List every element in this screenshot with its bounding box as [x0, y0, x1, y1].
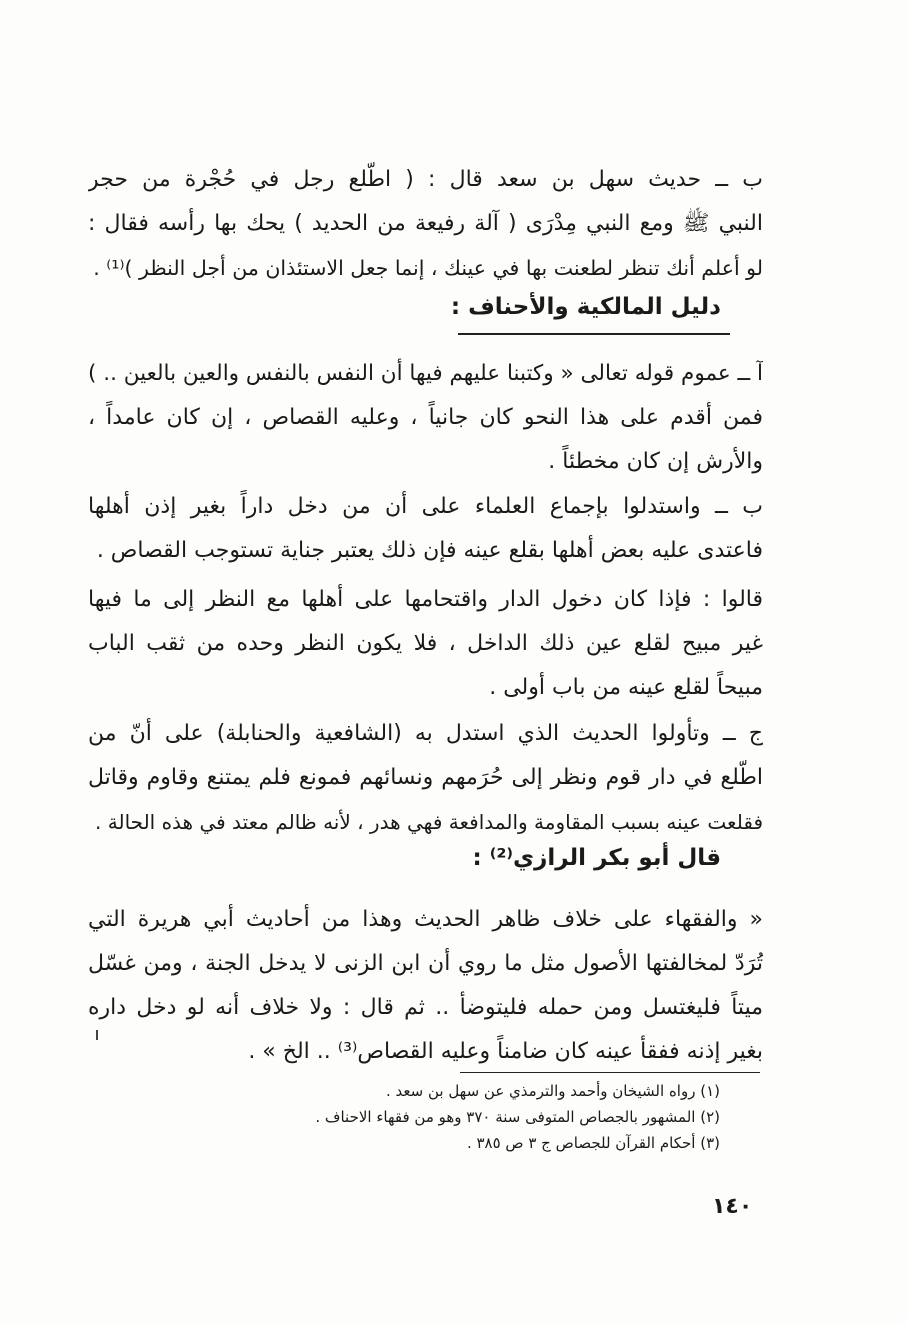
- footnotes: [230, 1078, 720, 1156]
- text-line: تُرَدّ لمخالفتها الأصول مثل ما روي أن ابن الزنى لا يدخل الجنة ، ومن غسّل: [88, 951, 763, 976]
- text-line: آ ــ عموم قوله تعالى « وكتبنا عليهم فيها أن النفس بالنفس والعين بالعين .. ): [88, 361, 763, 386]
- section-heading-razi: قال أبو بكر الرازي⁽²⁾ :: [472, 845, 721, 871]
- heading-underline: [458, 333, 730, 335]
- text-line: « والفقهاء على خلاف ظاهر الحديث وهذا من أحاديث أبي هريرة التي: [88, 907, 763, 932]
- text-line: ج ــ وتأولوا الحديث الذي استدل به (الشافعية والحنابلة) على أنّ من: [88, 721, 763, 746]
- paragraph-hadith-sahl: [88, 158, 763, 290]
- paragraph-they-said: [88, 578, 763, 710]
- text-line: ميتاً فليغتسل ومن حمله فليتوضأ .. ثم قال : ولا خلاف أنه لو دخل داره: [88, 995, 763, 1020]
- footnote-separator: [460, 1072, 760, 1073]
- paragraph-j-interpretation: [88, 712, 763, 844]
- scan-speck: [96, 1030, 98, 1040]
- footnote-2: (٢) المشهور بالجصاص المتوفى سنة ٣٧٠ وهو من فقهاء الاحناف .: [315, 1108, 720, 1126]
- text-line: بغير إذنه ففقأ عينه كان ضامناً وعليه القصاص⁽³⁾ .. الخ » .: [248, 1039, 763, 1064]
- paragraph-b-consensus: [88, 485, 763, 573]
- text-line: ب ــ واستدلوا بإجماع العلماء على أن من دخل داراً بغير إذن أهلها: [88, 494, 763, 519]
- text-line: قالوا : فإذا كان دخول الدار واقتحامها على أهلها مع النظر إلى ما فيها: [88, 587, 763, 612]
- text-line: غير مبيح لقلع عين ذلك الداخل ، فلا يكون النظر وحده من ثقب الباب: [88, 631, 763, 656]
- section-heading-maliki-hanafi: دليل المالكية والأحناف :: [450, 294, 721, 320]
- paragraph-a-verse: [88, 352, 763, 484]
- footnote-3: (٣) أحكام القرآن للجصاص ج ٣ ص ٣٨٥ .: [466, 1134, 720, 1152]
- text-line: مبيحاً لقلع عينه من باب أولى .: [489, 675, 763, 700]
- text-line: النبي ﷺ ومع النبي مِدْرَى ( آلة رفيعة من الحديد ) يحك بها رأسه فقال :: [88, 211, 763, 236]
- text-line: ب ــ حديث سهل بن سعد قال : ( اطّلع رجل في حُجْرة من حجر: [88, 167, 763, 192]
- text-line: اطّلع في دار قوم ونظر إلى حُرَمهم ونسائهم فمونع فلم يمتنع وقاوم وقاتل: [88, 765, 763, 790]
- text-line: والأرش إن كان مخطئاً .: [548, 449, 763, 474]
- page-number: ١٤٠: [712, 1194, 753, 1219]
- text-line: فمن أقدم على هذا النحو كان جانياً ، وعليه القصاص ، إن كان عامداً ،: [88, 405, 763, 430]
- text-line: فقلعت عينه بسبب المقاومة والمدافعة فهي هدر ، لأنه ظالم معتد في هذه الحالة .: [95, 810, 763, 834]
- text-line: لو أعلم أنك تنظر لطعنت بها في عينك ، إنما جعل الاستئذان من أجل النظر )⁽¹⁾ .: [93, 256, 763, 280]
- text-line: فاعتدى عليه بعض أهلها بقلع عينه فإن ذلك يعتبر جناية تستوجب القصاص .: [96, 538, 763, 563]
- footnote-1: (١) رواه الشيخان وأحمد والترمذي عن سهل بن سعد .: [385, 1082, 720, 1100]
- paragraph-razi-quote: [88, 898, 763, 1074]
